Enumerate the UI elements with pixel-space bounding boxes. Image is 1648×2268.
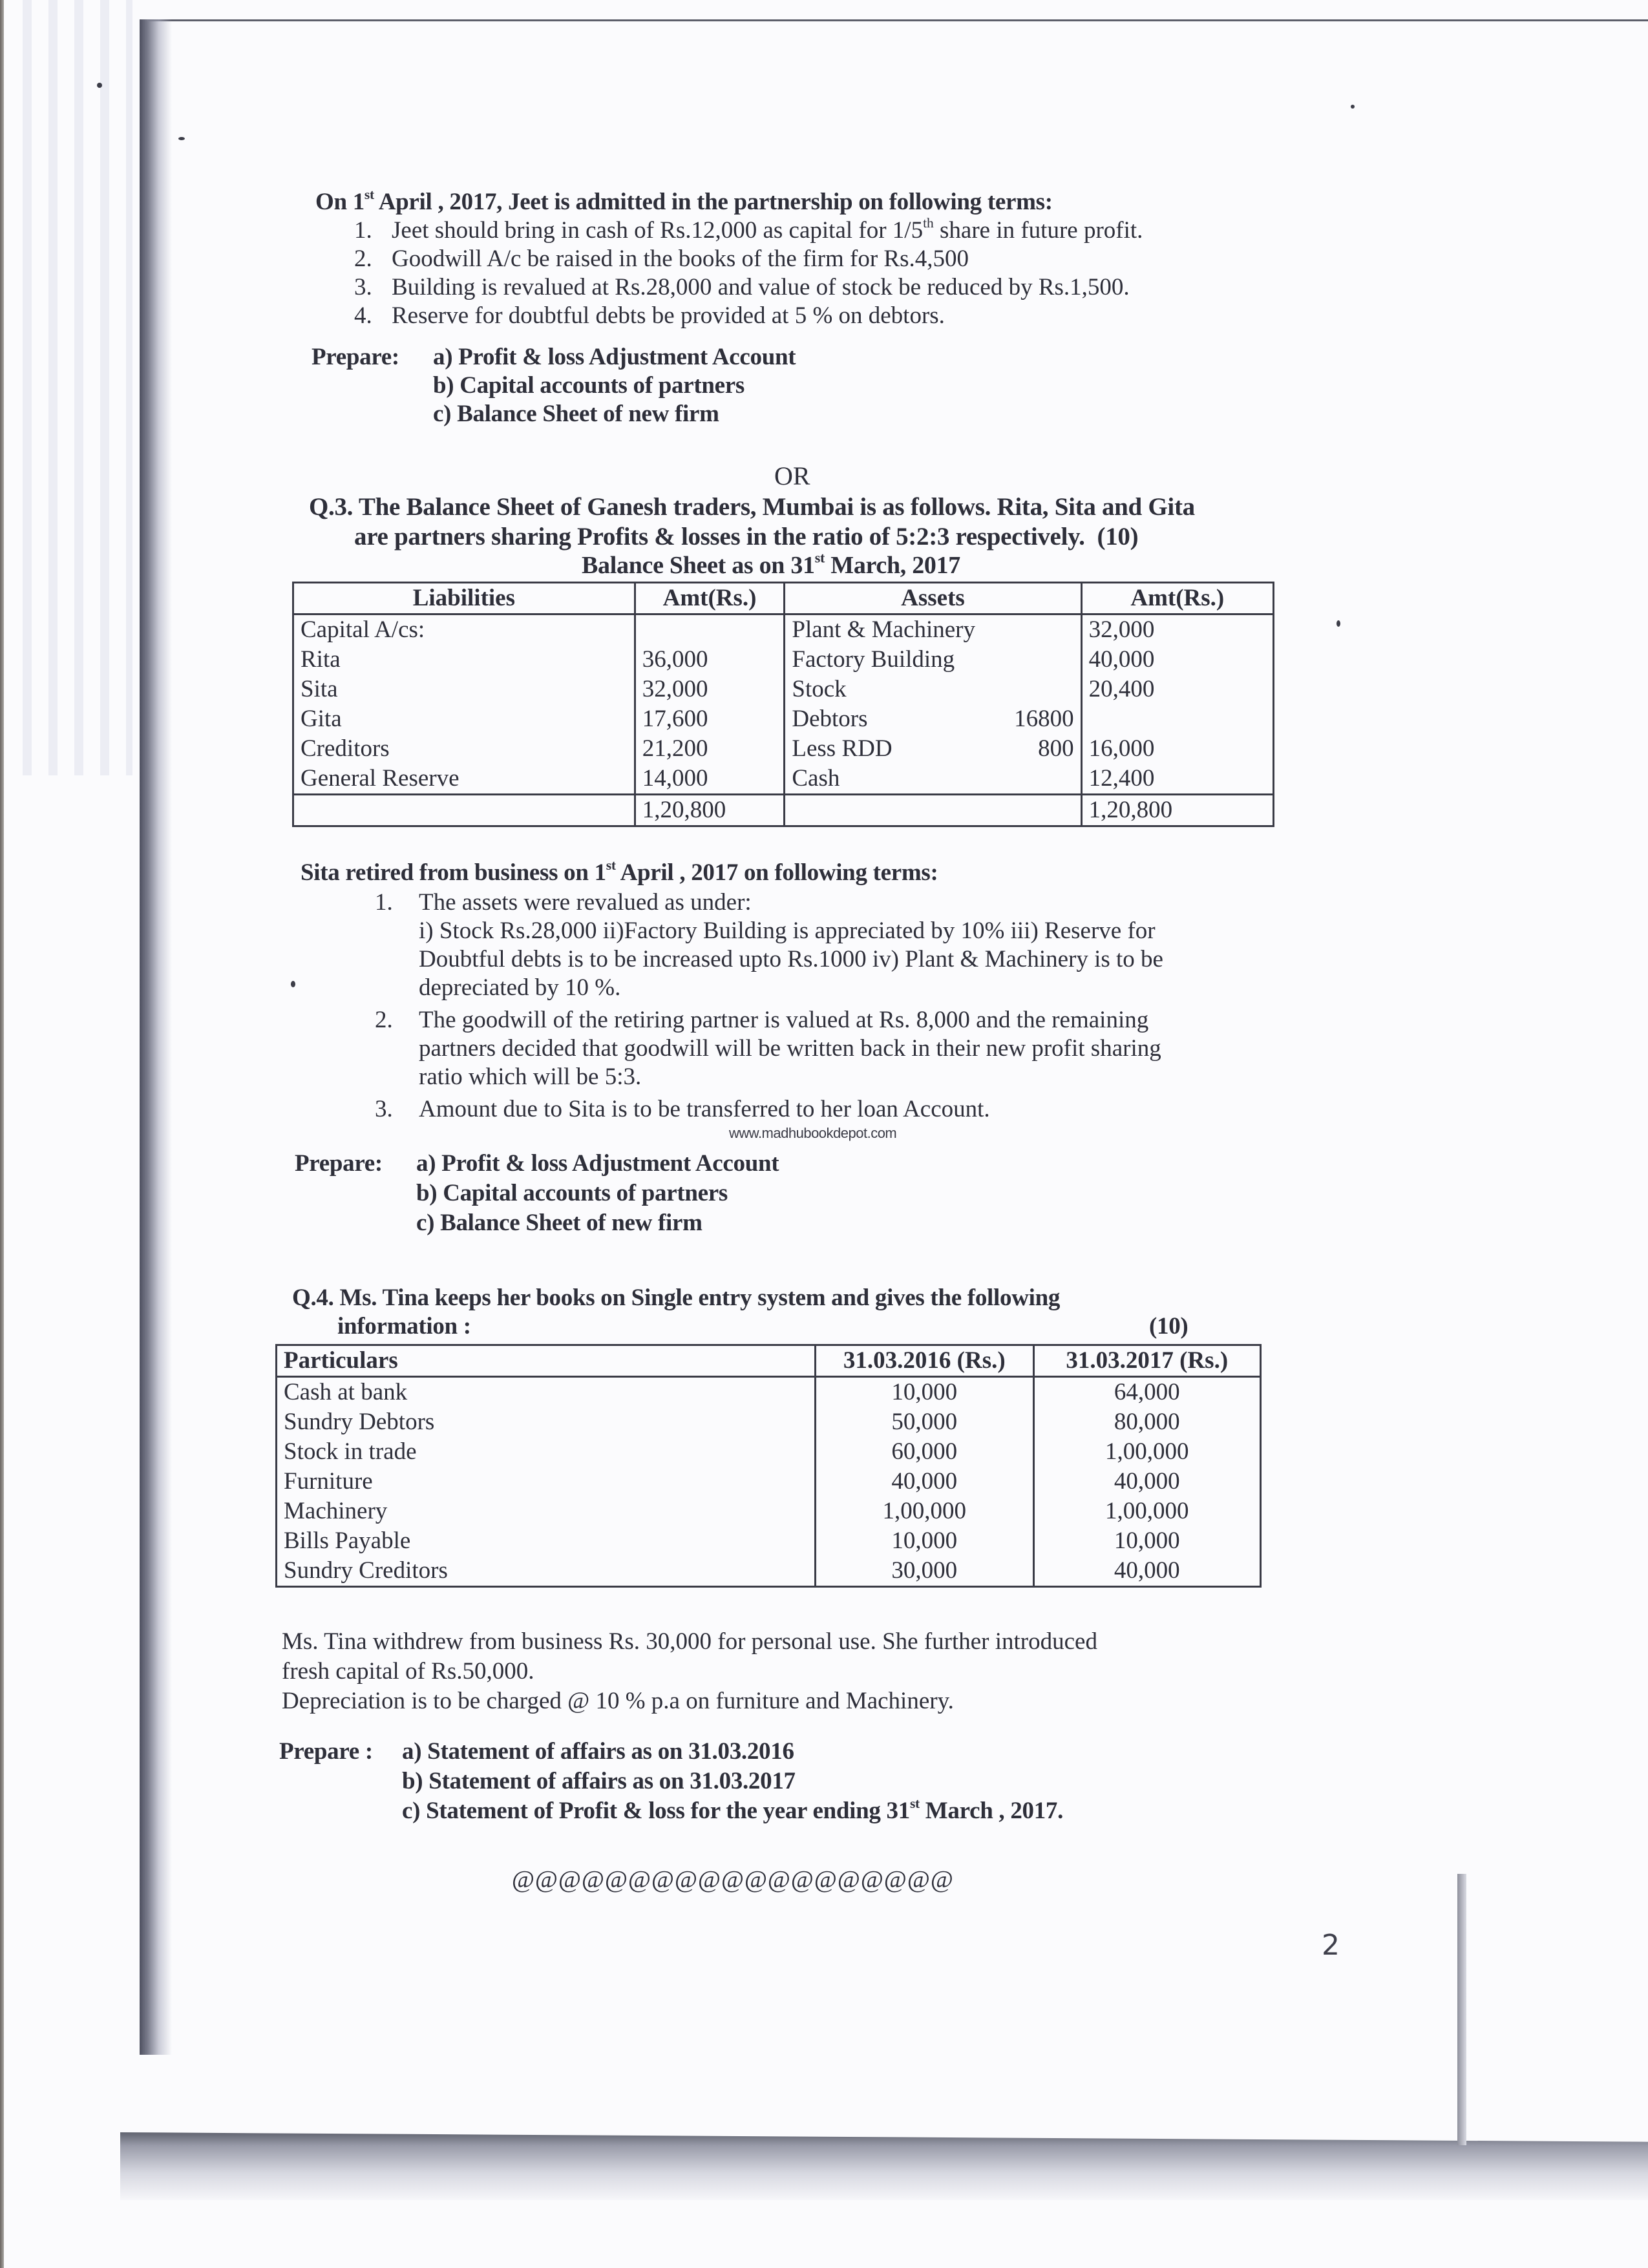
asset-amount: 16,000: [1088, 735, 1155, 762]
watermark-url: www.madhubookdepot.com: [729, 1125, 897, 1141]
balance-sheet-title: Balance Sheet as on 31st March, 2017: [582, 549, 961, 579]
term-number: 1.: [375, 889, 393, 916]
or-separator: OR: [774, 461, 810, 490]
q4-note-line: fresh capital of Rs.50,000.: [282, 1658, 534, 1685]
text: b) Statement of affairs as on 31.03.2017: [402, 1768, 796, 1794]
values-2017-column: [1033, 1377, 1260, 1587]
text: c) Statement of Profit & loss for the year ending 31: [402, 1798, 910, 1824]
assets-amounts: [1081, 614, 1273, 795]
retirement-term-line: Doubtful debts is to be increased upto Rs.1000 iv) Plant & Machinery is to be: [419, 946, 1163, 972]
q4-question-line2: information :: [337, 1313, 471, 1339]
scan-speck: [1336, 620, 1340, 627]
q3-prepare-label: Prepare:: [295, 1150, 383, 1177]
liability-amount: 17,600: [642, 706, 708, 732]
liability-amount: 36,000: [642, 646, 708, 673]
header-2016: 31.03.2016 (Rs.): [816, 1345, 1033, 1377]
particular-label: Furniture: [284, 1468, 373, 1495]
prepare-item: b) Capital accounts of partners: [433, 372, 745, 399]
page-bottom-shadow: [120, 2132, 1648, 2200]
q4-note-line: Ms. Tina withdrew from business Rs. 30,000 for personal use. She further introduced: [282, 1628, 1097, 1655]
superscript: th: [923, 215, 934, 231]
asset-row: [792, 675, 1073, 704]
text: March , 2017.: [919, 1798, 1064, 1824]
retirement-intro: Sita retired from business on 1st April , 2017 on following terms:: [301, 857, 938, 886]
values-2016-column: [816, 1377, 1033, 1587]
single-entry-table: [275, 1344, 1262, 1588]
text: Reserve for doubtful debts be provided at 5 % on debtors.: [392, 302, 945, 329]
assets-labels: [785, 614, 1081, 795]
value-2017: 40,000: [1114, 1557, 1180, 1584]
admission-term: [392, 246, 969, 273]
value-2016: 10,000: [891, 1379, 958, 1405]
asset-row: [792, 615, 1073, 645]
retirement-term-line: partners decided that goodwill will be written back in their new profit sharing: [419, 1035, 1161, 1062]
value-2016: 1,00,000: [882, 1498, 967, 1524]
page-number: 2: [1322, 1929, 1340, 1962]
value-2016: 10,000: [891, 1528, 958, 1554]
liability-label: General Reserve: [301, 765, 460, 792]
value-2016: 50,000: [891, 1409, 958, 1435]
prepare-item: a) Profit & loss Adjustment Account: [416, 1150, 779, 1177]
single-entry-body: [277, 1377, 1261, 1587]
liability-amount: 32,000: [642, 676, 708, 702]
admission-term: [392, 274, 1130, 301]
liability-label: Gita: [301, 706, 342, 732]
text: Jeet should bring in cash of Rs.12,000 as capital for 1/5: [392, 217, 924, 244]
particular-label: Cash at bank: [284, 1379, 408, 1405]
text: a) Statement of affairs as on 31.03.2016: [402, 1738, 794, 1765]
liabilities-amounts: [635, 614, 785, 795]
q4-note-line: Depreciation is to be charged @ 10 % p.a on furniture and Machinery.: [282, 1688, 954, 1714]
header-liabilities-amount: Amt(Rs.): [635, 583, 785, 614]
value-2017: 64,000: [1114, 1379, 1180, 1405]
balance-sheet-total-row: [293, 795, 1274, 826]
particular-label: Machinery: [284, 1498, 388, 1524]
prepare-item: c) Balance Sheet of new firm: [433, 401, 719, 427]
header-assets: Assets: [785, 583, 1081, 614]
liability-label: Rita: [301, 646, 341, 673]
admission-term: [392, 302, 945, 330]
total-assets: 1,20,800: [1081, 795, 1273, 826]
liability-amount: [642, 615, 777, 645]
asset-label: Less RDD: [792, 735, 893, 762]
particulars-column: [277, 1377, 816, 1587]
value-2016: 60,000: [891, 1438, 958, 1465]
value-2017: 80,000: [1114, 1409, 1180, 1435]
retirement-term-line: depreciated by 10 %.: [419, 974, 621, 1001]
admission-prepare-label: Prepare:: [312, 344, 399, 370]
term-number: 2.: [375, 1007, 393, 1033]
scan-speck: [1351, 105, 1355, 109]
end-of-paper-marker: @@@@@@@@@@@@@@@@@@@: [512, 1866, 954, 1893]
retirement-term-line: The assets were revalued as under:: [419, 889, 752, 916]
liability-label: Creditors: [301, 735, 390, 762]
liability-amount: 21,200: [642, 735, 708, 762]
particular-label: Sundry Debtors: [284, 1409, 435, 1435]
asset-label: Cash: [792, 765, 840, 792]
prepare-item: [402, 1795, 1064, 1825]
scan-noise: [23, 0, 132, 775]
particular-label: Stock in trade: [284, 1438, 417, 1465]
asset-label: Plant & Machinery: [792, 616, 975, 643]
balance-sheet-body: [293, 614, 1274, 795]
header-2017: 31.03.2017 (Rs.): [1033, 1345, 1260, 1377]
liabilities-labels: [293, 614, 635, 795]
retirement-term-line: i) Stock Rs.28,000 ii)Factory Building is appreciated by 10% iii) Reserve for: [419, 918, 1156, 944]
admission-term: [392, 217, 1143, 244]
page-left-shadow: [140, 19, 172, 2055]
header-particulars: Particulars: [277, 1345, 816, 1377]
superscript: st: [909, 1795, 920, 1811]
value-2017: 1,00,000: [1105, 1498, 1189, 1524]
liability-label: Sita: [301, 676, 338, 702]
total-liabilities: 1,20,800: [635, 795, 785, 826]
asset-label: Debtors: [792, 706, 868, 732]
single-entry-header-row: [277, 1345, 1261, 1377]
q3-marks: (10): [1097, 523, 1139, 551]
term-number: 4.: [354, 302, 372, 329]
asset-subamount: 800: [1038, 735, 1074, 762]
term-number: 3.: [375, 1096, 393, 1122]
asset-label: Factory Building: [792, 646, 955, 673]
liability-label: Capital A/cs:: [301, 616, 425, 643]
balance-sheet-table: [292, 582, 1274, 827]
asset-row: [792, 734, 1073, 764]
scan-speck: [178, 137, 185, 140]
particular-label: Sundry Creditors: [284, 1557, 448, 1584]
text: Goodwill A/c be raised in the books of the firm for Rs.4,500: [392, 246, 969, 272]
prepare-item: a) Profit & loss Adjustment Account: [433, 344, 796, 370]
asset-row: [792, 645, 1073, 675]
liability-amount: 14,000: [642, 765, 708, 792]
asset-amount: 20,400: [1088, 676, 1155, 702]
term-number: 1.: [354, 217, 372, 244]
value-2016: 40,000: [891, 1468, 958, 1495]
q4-marks: (10): [1149, 1313, 1188, 1339]
header-liabilities: Liabilities: [293, 583, 635, 614]
term-number: 3.: [354, 274, 372, 300]
term-number: 2.: [354, 246, 372, 272]
asset-amount: 32,000: [1088, 616, 1155, 643]
scan-edge: [0, 0, 4, 2268]
text: share in future profit.: [933, 217, 1143, 244]
page-right-edge: [1457, 1874, 1466, 2145]
retirement-term-line: The goodwill of the retiring partner is valued at Rs. 8,000 and the remaining: [419, 1007, 1149, 1033]
value-2017: 10,000: [1114, 1528, 1180, 1554]
header-assets-amount: Amt(Rs.): [1081, 583, 1273, 614]
q4-prepare-label: Prepare :: [279, 1738, 373, 1765]
value-2017: 40,000: [1114, 1468, 1180, 1495]
asset-amount: 40,000: [1088, 646, 1155, 673]
q4-question-line1: Q.4. Ms. Tina keeps her books on Single entry system and gives the following: [292, 1285, 1061, 1311]
prepare-item: [402, 1738, 794, 1765]
q3-question-line2: are partners sharing Profits & losses in the ratio of 5:2:3 respectively. (10): [354, 523, 1139, 551]
asset-row: [792, 704, 1073, 734]
asset-label: Stock: [792, 676, 847, 702]
asset-amount: [1089, 704, 1266, 734]
balance-sheet-header-row: [293, 583, 1274, 614]
scan-speck: [291, 981, 295, 987]
total-blank: [293, 795, 635, 826]
value-2016: 30,000: [891, 1557, 958, 1584]
value-2017: 1,00,000: [1105, 1438, 1189, 1465]
retirement-term-line: ratio which will be 5:3.: [419, 1064, 642, 1090]
retirement-term-line: Amount due to Sita is to be transferred to her loan Account.: [419, 1096, 990, 1122]
page-top-edge: [143, 19, 1648, 21]
text: Building is revalued at Rs.28,000 and value of stock be reduced by Rs.1,500.: [392, 274, 1130, 300]
prepare-item: [402, 1768, 796, 1795]
asset-subamount: 16800: [1014, 706, 1074, 732]
asset-row: [792, 764, 1073, 793]
q3-question-line1: Q.3. The Balance Sheet of Ganesh traders, Mumbai is as follows. Rita, Sita and Gita: [309, 493, 1195, 521]
prepare-item: b) Capital accounts of partners: [416, 1180, 728, 1206]
scan-speck: [97, 83, 102, 88]
asset-amount: 12,400: [1088, 765, 1155, 792]
prepare-item: c) Balance Sheet of new firm: [416, 1210, 703, 1236]
admission-intro: On 1st April , 2017, Jeet is admitted in the partnership on following terms:: [315, 186, 1053, 215]
total-blank: [785, 795, 1081, 826]
particular-label: Bills Payable: [284, 1528, 411, 1554]
